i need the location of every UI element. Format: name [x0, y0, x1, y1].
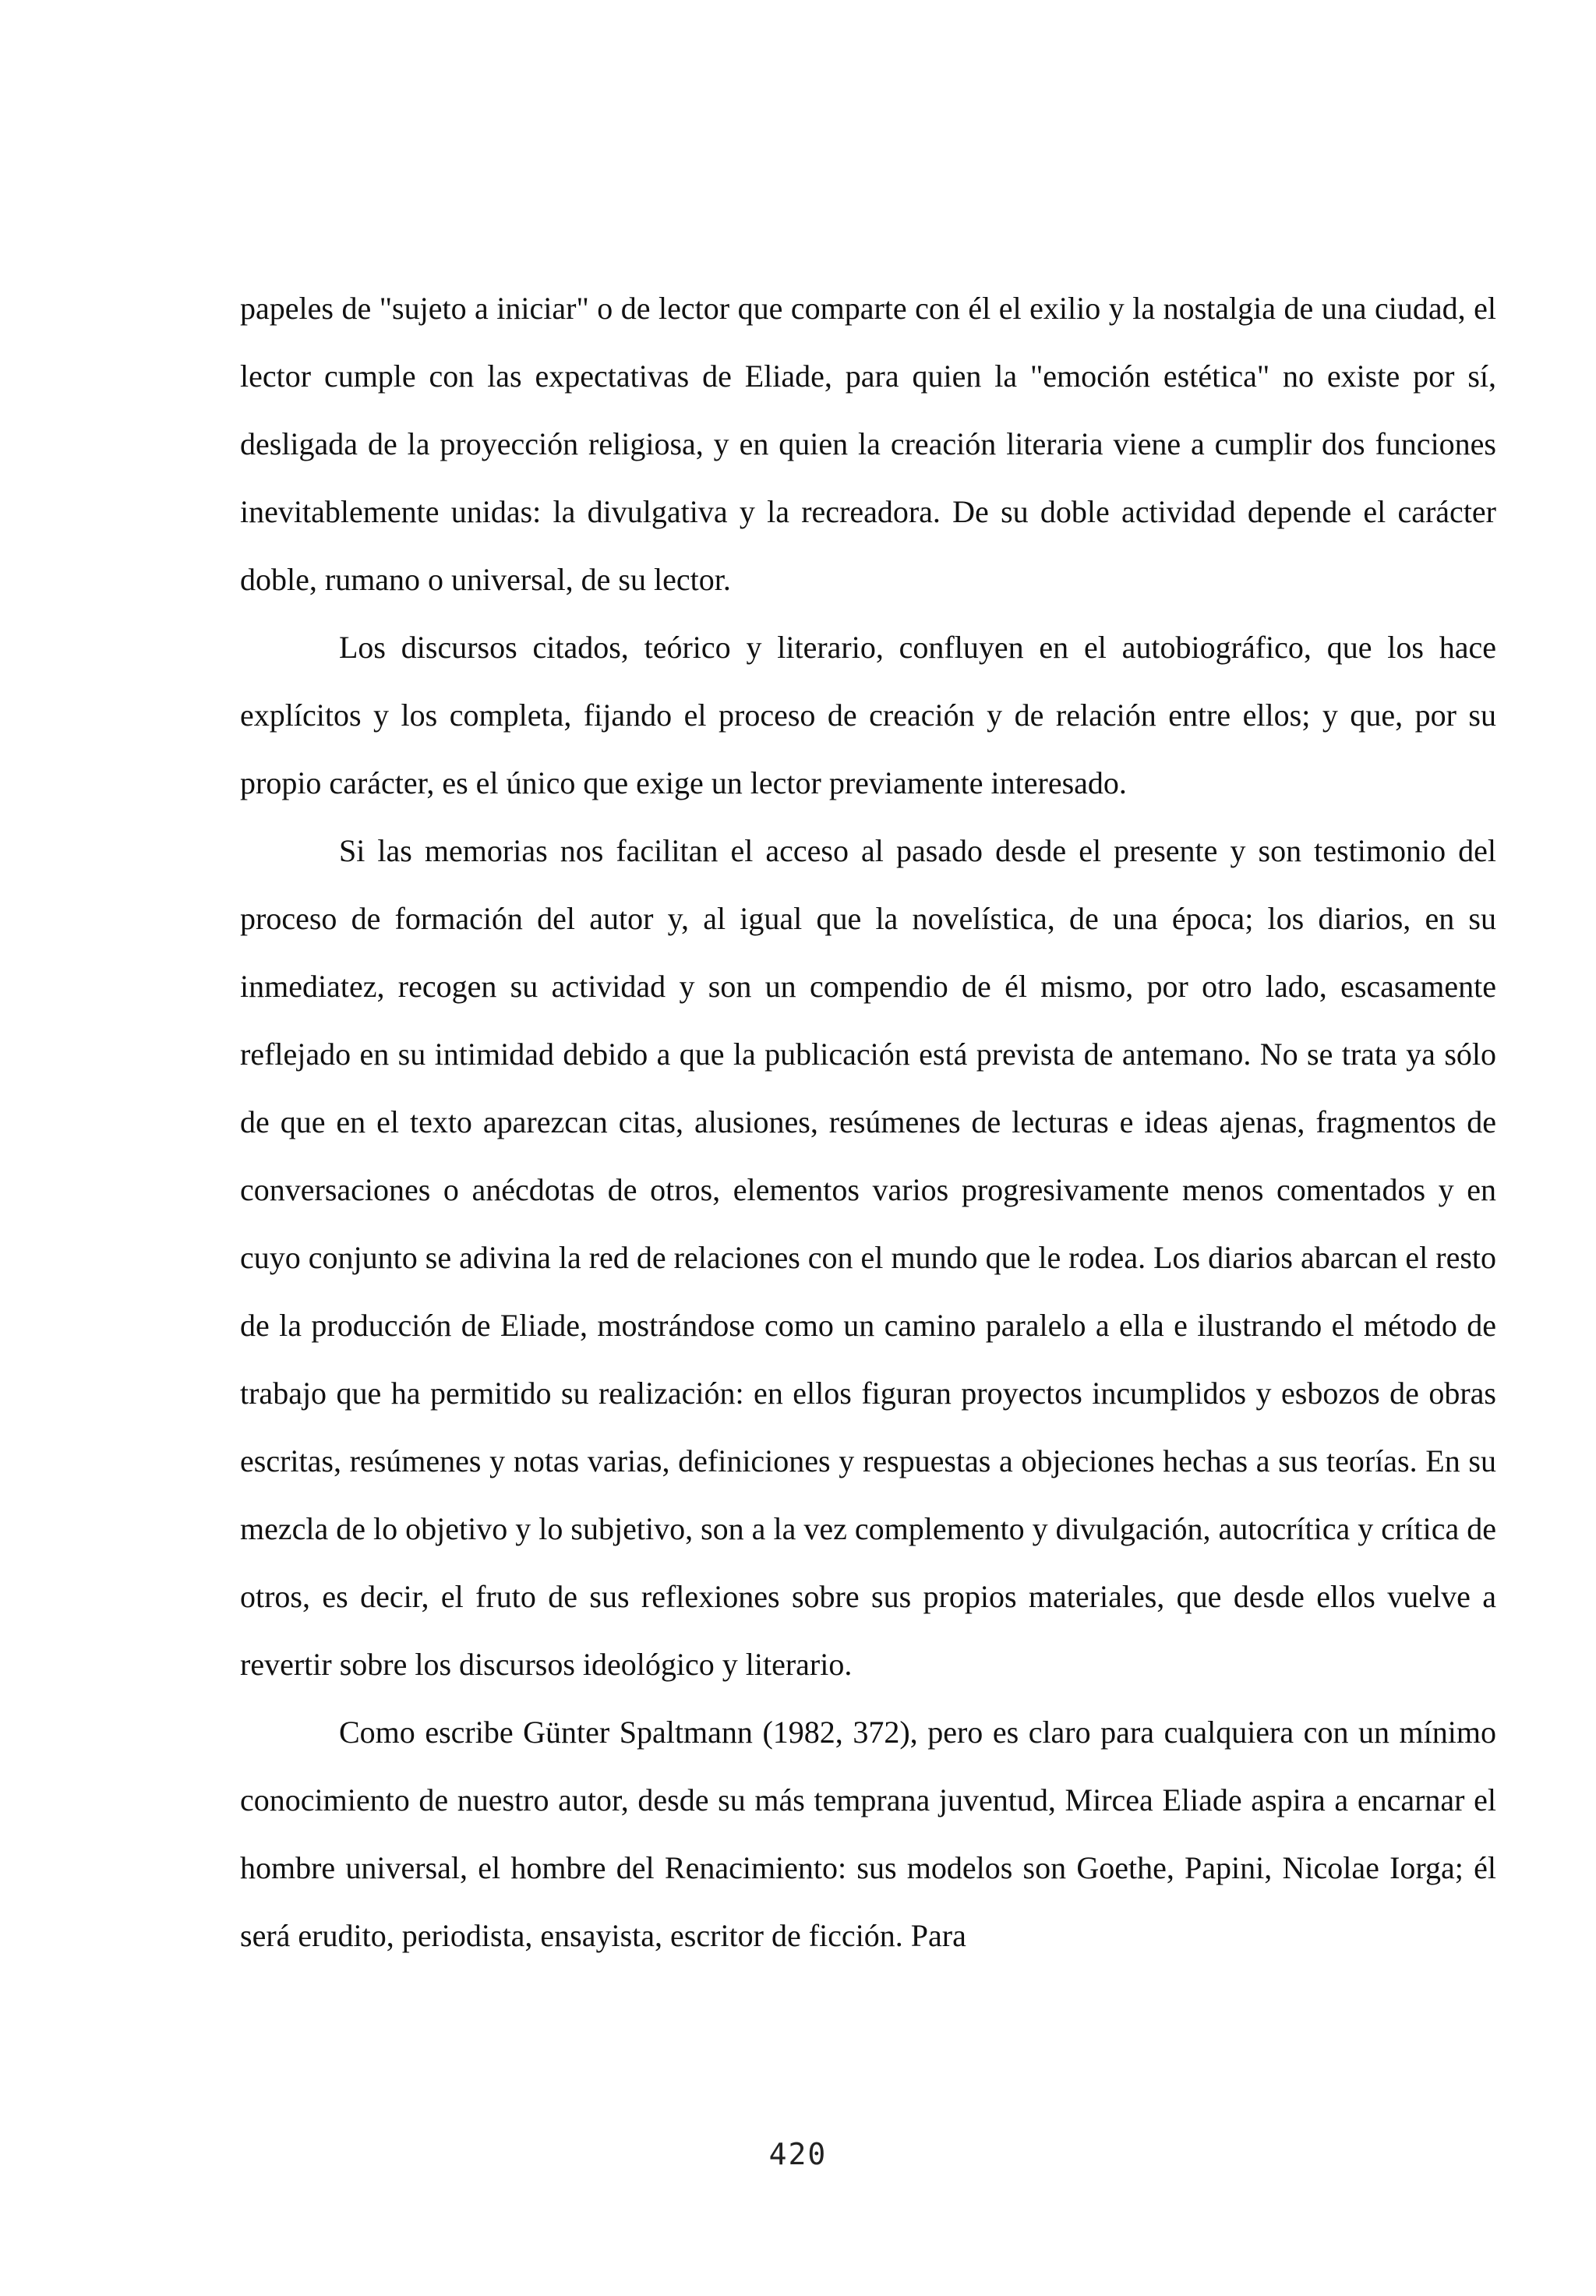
paragraph-4: Como escribe Günter Spaltmann (1982, 372), pero es claro para cualquiera con un mínimo conocimiento de nuestro autor, desde su más temprana juventud, Mircea Eliade aspira a encarnar el hombre universal, el hombre del Renacimiento: sus modelos son Goethe, Papini, Nicolae Iorga; él será erudito, periodista, ensayista, escritor de ficción. Para — [240, 1715, 1496, 1953]
body-text — [240, 274, 1496, 1969]
paragraph-2: Los discursos citados, teórico y literario, confluyen en el autobiográfico, que los hace explícitos y los completa, fijando el proceso de creación y de relación entre ellos; y que, por su propio carácter, es el único que exige un lector previamente interesado. — [240, 630, 1496, 800]
paragraph-3: Si las memorias nos facilitan el acceso al pasado desde el presente y son testimonio del proceso de formación del autor y, al igual que la novelística, de una época; los diarios, en su inmediatez, recogen su actividad y son un compendio de él mismo, por otro lado, escasamente reflejado en su intimidad debido a que la publicación está prevista de antemano. No se trata ya sólo de que en el texto aparezcan citas, alusiones, resúmenes de lecturas e ideas ajenas, fragmentos de conversaciones o anécdotas de otros, elementos varios progresivamente menos comentados y en cuyo conjunto se adivina la red de relaciones con el mundo que le rodea. Los diarios abarcan el resto de la producción de Eliade, mostrándose como un camino paralelo a ella e ilustrando el método de trabajo que ha permitido su realización: en ellos figuran proyectos incumplidos y esbozos de obras escritas, resúmenes y notas varias, definiciones y respuestas a objeciones hechas a sus teorías. En su mezcla de lo objetivo y lo subjetivo, son a la vez complemento y divulgación, autocrítica y crítica de otros, es decir, el fruto de sus reflexiones sobre sus propios materiales, que desde ellos vuelve a revertir sobre los discursos ideológico y literario. — [240, 833, 1496, 1682]
page-number: 420 — [768, 2137, 828, 2171]
paragraph-1: papeles de "sujeto a iniciar" o de lector que comparte con él el exilio y la nostalgia de una ciudad, el lector cumple con las expectativas de Eliade, para quien la "emoción estética" no existe por sí, desligada de la proyección religiosa, y en quien la creación literaria viene a cumplir dos funciones inevitablemente unidas: la divulgativa y la recreadora. De su doble actividad depende el carácter doble, rumano o universal, de su lector. — [240, 291, 1496, 597]
